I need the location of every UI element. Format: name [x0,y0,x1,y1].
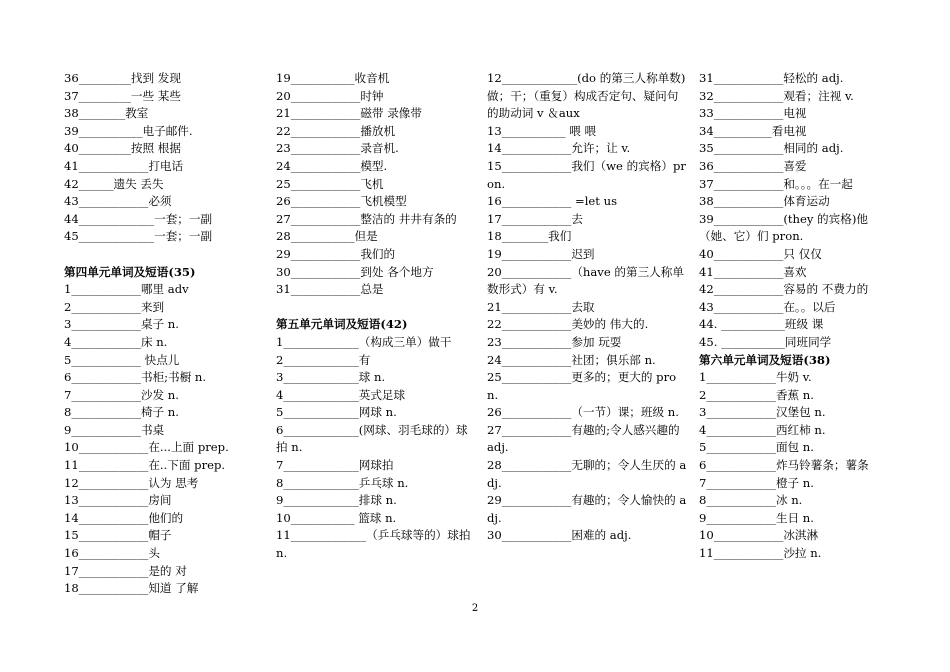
vocab-item: 27____________整洁的 井井有条的 [276,211,457,226]
vocab-item: 43____________在。。以后 [699,299,836,314]
vocab-item: 19____________迟到 [487,246,595,261]
vocab-item: 39___________电子邮件. [64,123,193,138]
vocab-item: 42______遗失 丢失 [64,176,164,191]
vocab-item: 34__________看电视 [699,123,807,138]
vocab-item: 22____________美妙的 伟大的. [487,317,649,332]
vocab-item: 4____________西红柿 n. [699,422,826,437]
vocab-item: 11____________在..下面 prep. [64,458,226,473]
vocab-item: 19___________收音机 [276,71,390,85]
vocab-item: 16____________ =let us [487,194,618,209]
vocab-item: 4_____________英式足球 [276,387,406,402]
unit-heading: 第五单元单词及短语(42) [276,317,408,332]
column-1 [64,70,264,598]
vocab-item: 15____________我们（we 的宾格）pron. [487,158,686,191]
vocab-item: 29____________有趣的；令人愉快的 adj. [487,493,687,525]
section-spacer [276,299,476,317]
vocab-item: 12_____________(do 的第三人称单数)做；干；（重复）构成否定句、疑问句的助动词 v ＆aux [487,71,686,121]
vocab-item: 29____________我们的 [276,246,396,261]
vocab-item: 21____________磁带 录像带 [276,106,422,121]
vocab-item: 2_____________有 [276,352,371,367]
vocab-item: 45. ___________同班同学 [699,334,832,349]
vocab-item: 44_____________一套；一副 [64,211,213,226]
vocab-item: 5_____________网球 n. [276,405,397,420]
vocab-item: 6____________书柜;书橱 n. [64,370,207,385]
section-spacer [64,246,264,264]
vocab-item: 24____________模型. [276,158,388,173]
vocab-item: 9____________生日 n. [699,510,814,525]
vocab-item: 40_________按照 根据 [64,141,181,156]
column-3 [487,70,687,545]
vocab-item: 25____________飞机 [276,176,384,191]
vocab-item: 44. ___________班级 课 [699,317,824,332]
vocab-item: 42____________容易的 不费力的 [699,282,869,297]
vocab-item: 28____________无聊的；令人生厌的 adj. [487,458,687,490]
vocab-item: 20____________时钟 [276,88,384,103]
vocab-item: 18________我们 [487,229,572,244]
vocab-item: 2____________香蕉 n. [699,387,814,402]
vocab-item: 5____________ 快点儿 [64,352,180,367]
vocab-item: 41____________喜欢 [699,264,807,279]
vocab-item: 8____________椅子 n. [64,405,179,420]
vocab-item: 40____________只 仅仅 [699,246,822,261]
vocab-item: 39____________(they 的宾格)他（她、它）们 pron. [699,211,868,244]
vocab-item: 31____________轻松的 adj. [699,71,844,85]
vocab-item: 1____________牛奶 v. [699,370,812,385]
vocab-item: 3____________桌子 n. [64,317,179,332]
vocab-item: 22____________播放机 [276,123,396,138]
vocab-item: 14____________他们的 [64,510,184,525]
vocab-item: 20____________（have 的第三人称单数形式）有 v. [487,264,684,297]
vocab-item: 11____________沙拉 n. [699,546,822,561]
vocab-item: 35____________相同的 adj. [699,141,844,156]
vocab-item: 33____________电视 [699,106,807,121]
vocab-item: 41____________打电话 [64,158,184,173]
unit-heading: 第六单元单词及短语(38) [699,352,831,367]
vocab-item: 26____________（一节）课；班级 n. [487,405,679,420]
vocab-item: 17____________去 [487,211,583,226]
vocab-item: 25____________更多的；更大的 pron. [487,370,677,402]
vocab-item: 10___________ 篮球 n. [276,510,397,525]
vocab-item: 15____________帽子 [64,528,172,543]
vocab-item: 8____________冰 n. [699,493,803,508]
vocab-item: 9____________书桌 [64,422,165,437]
column-4 [699,70,894,563]
vocab-item: 28___________但是 [276,229,378,244]
vocab-item: 37____________和。。。在一起 [699,176,853,191]
vocab-item: 21____________去取 [487,299,595,314]
vocab-item: 5____________面包 n. [699,440,814,455]
vocab-item: 9_____________排球 n. [276,493,397,508]
vocab-item: 3____________汉堡包 n. [699,405,826,420]
vocab-item: 30____________到处 各个地方 [276,264,434,279]
vocab-item: 31____________总是 [276,282,384,297]
vocab-item: 24____________社团；俱乐部 n. [487,352,656,367]
vocab-item: 6____________炸马铃薯条；薯条 [699,458,869,473]
vocab-item: 37_________一些 某些 [64,88,181,103]
vocab-item: 36_________找到 发现 [64,71,181,85]
vocab-item: 23____________参加 玩耍 [487,334,622,349]
vocab-item: 16____________头 [64,546,160,561]
vocab-item: 27____________有趣的;令人感兴趣的 adj. [487,422,680,455]
page-number: 2 [471,603,479,614]
vocab-item: 2____________来到 [64,299,165,314]
vocab-item: 12____________认为 思考 [64,475,199,490]
vocab-item: 23____________录音机. [276,141,399,156]
vocab-item: 45_____________一套；一副 [64,229,213,244]
vocab-item: 8_____________乒乓球 n. [276,475,409,490]
vocab-item: 7____________橙子 n. [699,475,814,490]
vocab-item: 1____________哪里 adv [64,282,189,297]
vocab-item: 26____________飞机模型 [276,194,407,209]
vocab-item: 32____________观看；注视 v. [699,88,854,103]
column-2 [276,70,476,563]
vocab-item: 4____________床 n. [64,334,168,349]
vocab-item: 10____________在...上面 prep. [64,440,229,455]
vocab-item: 10____________冰淇淋 [699,528,819,543]
vocab-item: 13____________房间 [64,493,172,508]
vocab-item: 7____________沙发 n. [64,387,179,402]
vocab-item: 30____________困难的 adj. [487,528,632,543]
vocab-item: 6_____________(网球、羽毛球的）球拍 n. [276,422,468,455]
vocab-item: 11_____________（乒乓球等的）球拍 n. [276,528,471,561]
vocab-item: 14____________允许；让 v. [487,141,631,156]
vocab-item: 17____________是的 对 [64,563,187,578]
vocab-item: 18____________知道 了解 [64,581,199,596]
unit-heading: 第四单元单词及短语(35) [64,264,196,279]
vocab-item: 43____________必须 [64,194,172,209]
vocab-item: 3_____________球 n. [276,370,386,385]
vocab-item: 13___________ 喂 喂 [487,123,597,138]
vocab-item: 1_____________（构成三单）做干 [276,334,452,349]
vocab-item: 7_____________网球拍 [276,458,394,473]
vocab-item: 38____________体育运动 [699,194,830,209]
vocab-item: 36____________喜爱 [699,158,807,173]
vocab-item: 38________教室 [64,106,149,121]
